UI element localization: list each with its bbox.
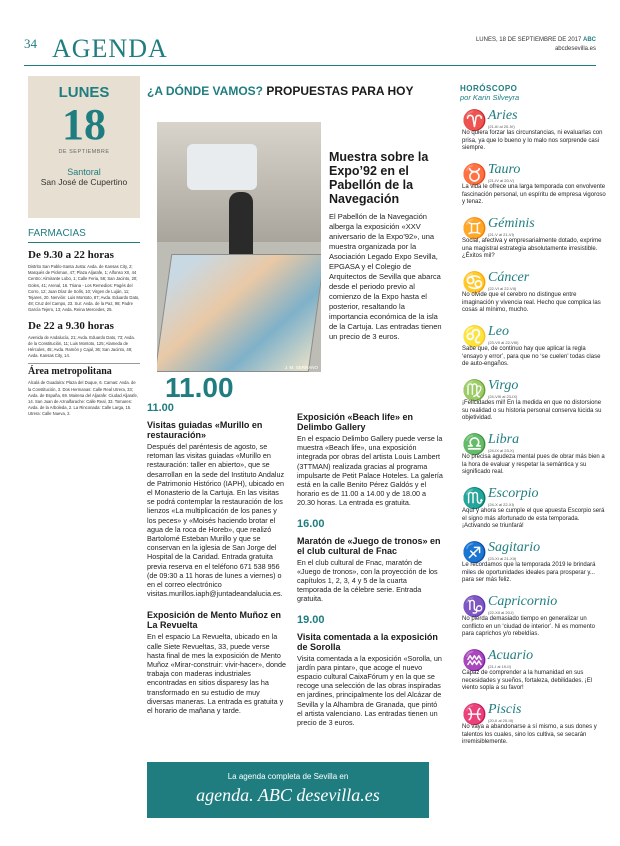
sign-text: Capaz de comprender a la humanidad en sus necesidades y sueños, fortaleza, debilidades. ¡El viento sopla a su favor! <box>462 670 593 692</box>
sign-10 <box>460 648 608 702</box>
sign-list <box>460 108 608 756</box>
lead-time: 11.00 <box>165 372 234 403</box>
event-title: Visitas guiadas «Murillo en restauración» <box>147 420 263 440</box>
sign-range: (21-III al 20-IV) <box>488 124 515 129</box>
saint-label: Santoral <box>67 167 101 177</box>
photo-map <box>157 254 321 372</box>
event-title: Exposición de Mento Muñoz en La Revuelta <box>147 610 282 631</box>
sign-text: No pierda demasiado tiempo en generalizar un conflicto en un ‘ciudad de interior’. Ni es momento para caprichos y/o rebeldías. <box>462 616 595 638</box>
sign-text: ¡Felicidades mil! En la medida en que no distorsione su realidad o su historia personal conserva lúcida su objetividad. <box>462 400 602 422</box>
date-line <box>476 36 596 54</box>
kicker-accent: ¿A DÓNDE VAMOS? <box>147 84 263 98</box>
pharmacies-list-day: Distrito San Pablo-Santa Justa: Avda. de Kansas City, 2; Marqués de Pickman, 47; Plaza Aljarafe, 1; Alfonso XII, 44 Centro: Almirante Lobo, 1; Calle Feria, 56; San Jacinto, 20; Goles, 41; Arenal, 16. Triana - Los Remedios: Pagés del Corro, 12; Juan Díaz de Solís, 10; Virgen de Luján, 11; Tejares, 20. Nervión: Luis Montoto, 87; Avda. Eduardo Dato, 48; Cruz del Campo, 23. Sur: Avda. de la Paz, 98; Padre García Tejero, 13; Avda. Reina Mercedes, 25. <box>28 264 140 313</box>
sign-11 <box>460 702 608 756</box>
pharmacies-list-night: Avenida de Andalucía, 21; Avda. Eduardo Dato, 73; Avda. de la Constitución, 11; Luis Montoto, 125; Alameda de Hércules, 45; Avda. Ramón y Cajal, 36; San Jacinto, 48; Avda. Kansas City, 14. <box>28 334 135 359</box>
event-time: 16.00 <box>297 517 325 530</box>
sign-range: (20-II al 20-III) <box>488 718 514 723</box>
zodiac-icon: ♍ <box>462 380 487 402</box>
sign-name: Aries <box>488 108 518 123</box>
event-title: Maratón de «Juego de tronos» en el club cultural de Fnac <box>297 535 441 556</box>
sign-name: Leo <box>488 324 509 339</box>
horoscope-heading: HORÓSCOPO <box>460 84 518 93</box>
event-text: Visita comentada a la exposición «Sorolla, un jardín para pintar», que acoge el nuevo espacio cultural CaixaFórum y en la que se recoge una selección de las obras inspiradas en jardines, principalmente los del Alcázar de Sevilla y la Alhambra de Granada, que pintó el artista valenciano. Las entradas tienen un precio de 3 euros. <box>297 653 442 728</box>
zodiac-icon: ♊ <box>462 218 487 240</box>
feature-photo <box>157 122 321 412</box>
sign-text: No quiera forzar las circunstancias, ni evaluarlas con prisa, ya que lo bueno y lo malo nos sorprende casi siempre. <box>462 130 603 152</box>
sign-range: (22-VI al 22-VII) <box>488 286 517 291</box>
horoscope-column <box>460 84 608 756</box>
website-label: abcdesevilla.es <box>554 46 596 52</box>
events-column-left <box>147 402 287 715</box>
events-column-right <box>297 412 443 727</box>
pharmacies-heading: FARMACIAS <box>28 228 140 243</box>
weekday: LUNES <box>58 84 110 101</box>
sign-text: La vida le ofrece una larga temporada con envolvente fascinación personal, un espíritu de empresa vigoroso y tenaz. <box>462 184 606 206</box>
horoscope-author: por Karin Silveyra <box>460 93 520 102</box>
date-text: LUNES, 18 DE SEPTIEMBRE DE 2017 <box>475 37 582 43</box>
date-box <box>28 76 140 218</box>
sign-text: No olvide que el cerebro no distingue entre imaginación y vivencia real. Hecho que complica las cosas al mínimo, mucho. <box>462 292 601 314</box>
event-text: En el espacio Delimbo Gallery puede verse la muestra «Beach life», una exposición integrada por obras del artista Louis Lambert (3TTMAN) realizada gracias al programa impulsarte de Petit Palace Hoteles. La galería está en la calle Benito Pérez Galdós y el horario es de 11.00 a 14.00 y de 18.00 a 20.30 horas. La entrada es gratuita. <box>297 434 443 508</box>
photo-credit: J. M. SERRANO <box>284 365 318 370</box>
sign-8 <box>460 540 608 594</box>
sign-1 <box>460 162 608 216</box>
lead-text: El Pabellón de la Navegación alberga la exposición «XXV aniversario de la Expo’92», una muestra organizada por la Asociación Legado Expo Sevilla, EPGASA y el Colegio de Arquitectos de Sevilla que abarca desde el periodo previo al comienzo de la Expo hasta el posterior, resaltando la importancia económica de la isla de la Cartuja. Las entradas tienen un precio de 3 euros. <box>329 212 442 341</box>
sign-3 <box>460 270 608 324</box>
sign-range: (21-I al 19-II) <box>488 664 511 669</box>
photo-person <box>229 192 253 256</box>
sign-range: (24-IX al 23-X) <box>488 448 515 453</box>
sign-text: No precisa agudeza mental pues de obrar más bien a la hora de evaluar y respetar la semántica y su significado real. <box>462 454 605 476</box>
zodiac-icon: ♑ <box>462 596 487 618</box>
section-title: AGENDA <box>52 34 168 63</box>
sign-text: Le recordamos que la temporada 2019 le brindará miles de oportunidades ideales para prosperar y... para ser más feliz. <box>462 562 596 584</box>
sign-name: Géminis <box>488 216 535 231</box>
agenda-banner[interactable] <box>147 762 429 818</box>
banner-line2: agenda. ABC desevilla.es <box>196 785 380 805</box>
sign-range: (24-X al 22-XI) <box>488 502 515 507</box>
event-title: Exposición «Beach life» en Delimbo Gallery <box>297 412 414 432</box>
sign-name: Tauro <box>488 162 521 177</box>
zodiac-icon: ♋ <box>462 272 487 294</box>
zodiac-icon: ♒ <box>462 650 487 672</box>
sign-9 <box>460 594 608 648</box>
sign-range: (22-XII al 20-I) <box>488 610 514 615</box>
day-number: 18 <box>62 100 106 149</box>
event-time: 11.00 <box>147 402 174 414</box>
sign-5 <box>460 378 608 432</box>
sign-name: Sagitario <box>488 540 541 555</box>
zodiac-icon: ♌ <box>462 326 487 348</box>
lead-story <box>329 150 445 342</box>
zodiac-icon: ♎ <box>462 434 487 456</box>
sign-2 <box>460 216 608 270</box>
event-time: 19.00 <box>297 613 325 626</box>
sign-6 <box>460 432 608 486</box>
event-text: En el club cultural de Fnac, maratón de «Juego de tronos», con la proyección de los capítulos 1, 2, 3, 4 y 5 de la cuarta temporada de la célebre serie. Entrada gratuita. <box>297 557 438 604</box>
sign-range: (24-VIII al 23-IX) <box>488 394 518 399</box>
brand-label: ABC <box>583 37 596 43</box>
lead-title: Muestra sobre la Expo’92 en el Pabellón de la Navegación <box>329 150 429 206</box>
left-column <box>28 76 140 418</box>
sign-name: Capricornio <box>488 594 558 609</box>
sign-text: No vaya a abandonarse a sí mismo, a sus dones y talentos los cuales, sino los cultiva, se secarán irremisiblemente. <box>462 724 597 746</box>
zodiac-icon: ♓ <box>462 704 487 726</box>
sign-name: Libra <box>488 432 520 447</box>
sign-text: Sabe que, de continuo hay que aplicar la regla ‘ensayo y error’, para que no ‘se cuelen’ todas clase de auto-engaños. <box>462 346 601 368</box>
zodiac-icon: ♐ <box>462 542 487 564</box>
page-header <box>24 30 596 66</box>
event-text: En el espacio La Revuelta, ubicado en la calle Siete Revueltas, 33, puede verse hasta final de mes la exposición de Mento Muñoz «Mirar-construir: vivir-hacer», donde trabaja con maderas industriales encontradas en sitios disparesy las ha transformado en su estudio de muy diversas maneras. La entrada es gratuita y el horario de mañana y tarde. <box>147 632 287 716</box>
pharmacies-hours-day: De 9.30 a 22 horas <box>28 249 114 261</box>
month-label: DE SEPTIEMBRE <box>58 149 110 155</box>
sign-range: (21-V al 21-VI) <box>488 232 515 237</box>
saint-name: San José de Cupertino <box>40 177 128 187</box>
metro-heading: Área metropolitana <box>28 363 140 377</box>
sign-text: Social, afectiva y empresarialmente dotado, exprime una magistral estrategia absolutamente irresistible. ¿Éxitos mil? <box>462 238 602 260</box>
event-title: Visita comentada a la exposición de Sorolla <box>297 631 438 652</box>
banner-line1: La agenda completa de Sevilla en <box>227 772 349 781</box>
sign-range: (21-IV al 20-V) <box>488 178 515 183</box>
sign-text: Aquí y ahora se cumple el que apuesta Escorpio será el signo más afortunado de esta temporada. ¡Activando se triunfará! <box>462 508 605 530</box>
kicker-rest: PROPUESTAS PARA HOY <box>266 84 414 98</box>
pharmacies-hours-night: De 22 a 9.30 horas <box>28 319 114 332</box>
pharmacies-list-metro: Alcalá de Guadaíra: Plaza del Duque, 6. Camas: Avda. de la Constitución, 3. Dos Hermanas: Calle Real Utrera, 33; Avda. de España, 69. Mairena del Aljarafe: Ciudad Aljarafe, 14. San Juan de Aznalfarache: Calle Real, 33. Tomares: Avda. de la Arboleda, 2. La Rinconada: Calle Larga, 15. Utrera: Calle Nueva, 2. <box>28 380 139 417</box>
sign-range: (23-XI al 21-XII) <box>488 556 517 561</box>
sign-name: Acuario <box>488 648 534 663</box>
zodiac-icon: ♈ <box>462 110 487 132</box>
sign-name: Escorpio <box>488 486 539 501</box>
zodiac-icon: ♏ <box>462 488 487 510</box>
event-text: Después del paréntesis de agosto, se retoman las visitas guiadas «Murillo en restauración: taller en abierto», que se desarrollan en la sede del Instituto Andaluz de Patrimonio Histórico (IAPH), ubicado en el Monasterio de la Cartuja. En las visitas se podrá contemplar la restauración de los lienzos «La multiplicación de los panes y los peces» y «Moisés haciendo brotar el agua de la roca de Horeb», que realizó Bartolomé Esteban Murillo y que se conservan en la iglesia de San Jorge del Hospital de la Caridad. Entrada gratuita previa reserva en el teléfono 671 538 956 (de 09:30 a 11 horas de lunes a viernes) o en el correo electrónico visitas.murillos.iaph@juntadeandalucia.es. <box>147 442 285 599</box>
sign-name: Virgo <box>488 378 519 393</box>
kicker <box>147 84 413 98</box>
zodiac-icon: ♉ <box>462 164 487 186</box>
page-number: 34 <box>24 36 37 51</box>
sign-name: Cáncer <box>488 270 530 285</box>
sign-7 <box>460 486 608 540</box>
sign-name: Piscis <box>488 702 522 717</box>
sign-0 <box>460 108 608 162</box>
photo-window <box>187 144 257 190</box>
sign-range: (23-VII al 22-VIII) <box>488 340 519 345</box>
sign-4 <box>460 324 608 378</box>
